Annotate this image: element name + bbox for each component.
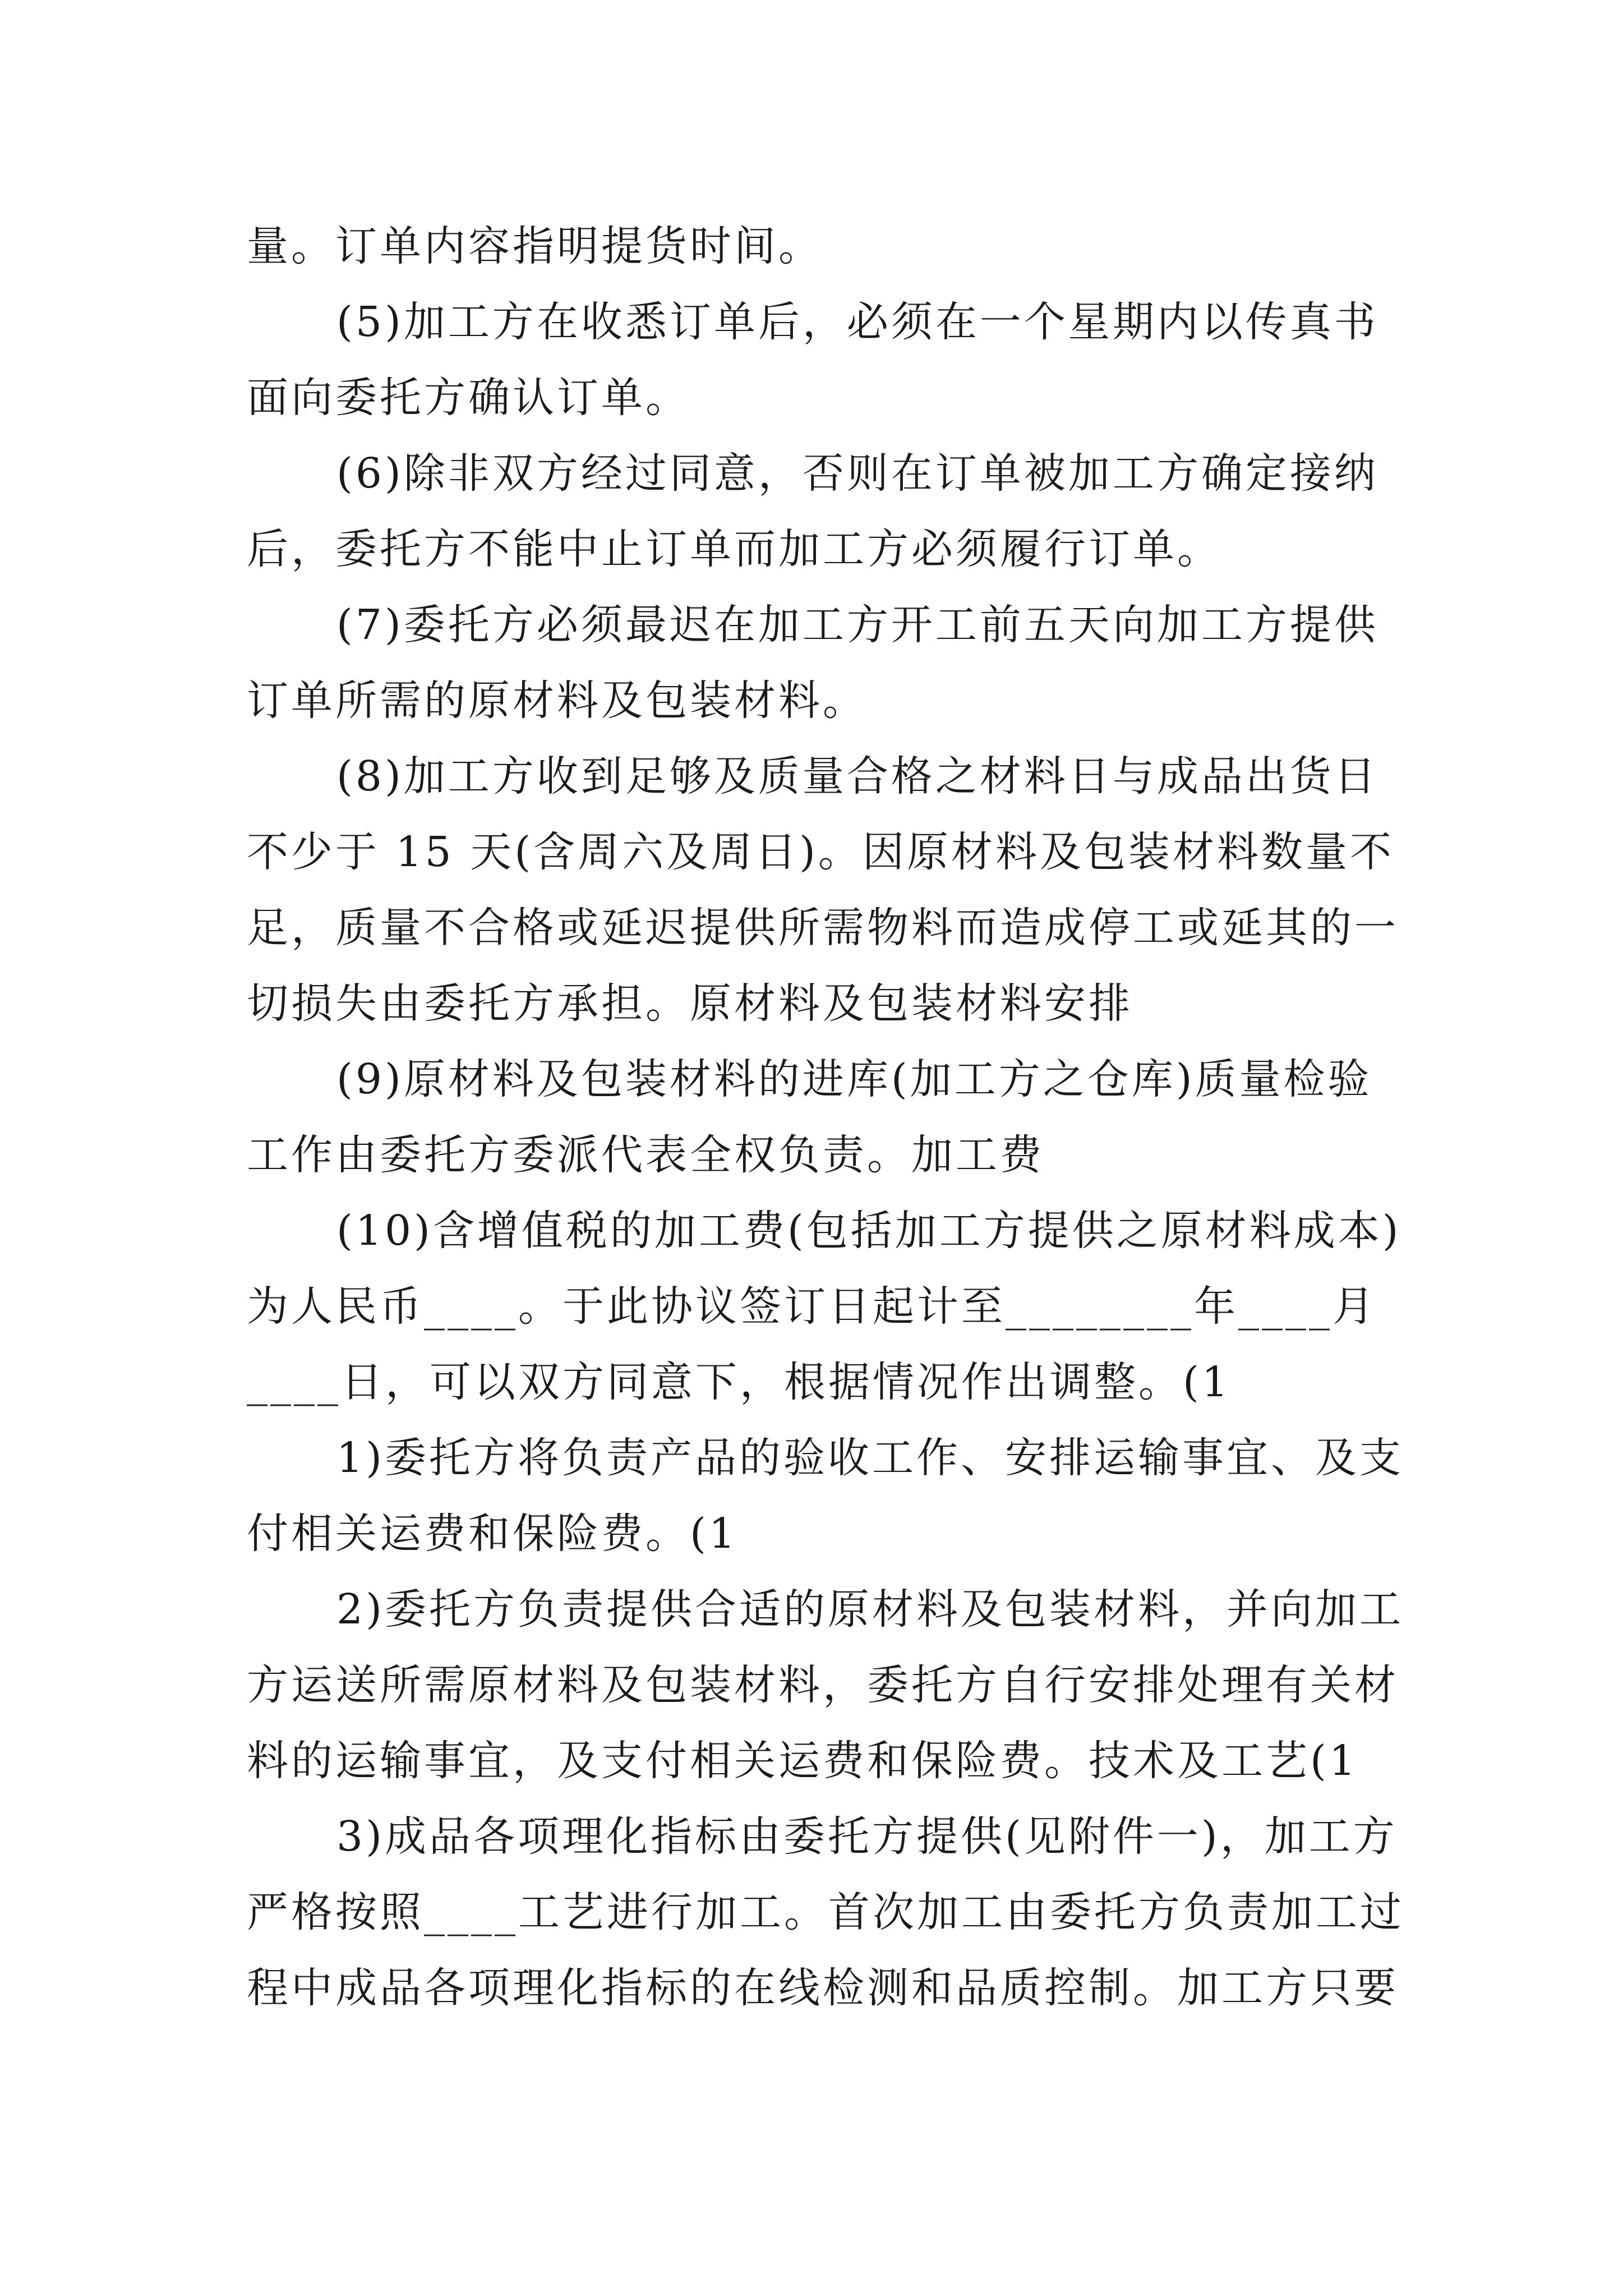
text-line: 为人民币____。于此协议签订日起计至________年____月 — [247, 1282, 1377, 1331]
text-line: (7)委托方必须最迟在加工方开工前五天向加工方提供 — [336, 601, 1378, 649]
text-line: ____日，可以双方同意下，根据情况作出调整。(1 — [247, 1358, 1231, 1406]
text-line: (6)除非双方经过同意，否则在订单被加工方确定接纳 — [336, 449, 1378, 498]
text-line: 2)委托方负责提供合适的原材料及包装材料，并向加工 — [336, 1585, 1404, 1634]
text-line: 面向委托方确认订单。 — [247, 374, 690, 422]
text-line: (10)含增值税的加工费(包括加工方提供之原材料成本) — [336, 1207, 1401, 1255]
text-line: 订单所需的原材料及包装材料。 — [247, 677, 867, 725]
text-line: 不少于 15 天(含周六及周日)。因原材料及包装材料数量不 — [247, 828, 1394, 876]
text-line: 足，质量不合格或延迟提供所需物料而造成停工或延其的一 — [247, 904, 1399, 952]
document-body — [247, 209, 1404, 2026]
text-line: 3)成品各项理化指标由委托方提供(见附件一)，加工方 — [336, 1812, 1398, 1861]
text-line: 严格按照____工艺进行加工。首次加工由委托方负责加工过 — [247, 1888, 1404, 1936]
text-line: 料的运输事宜，及支付相关运费和保险费。技术及工艺(1 — [247, 1737, 1358, 1785]
text-line: 工作由委托方委派代表全权负责。加工费 — [247, 1131, 1044, 1179]
text-line: (8)加工方收到足够及质量合格之材料日与成品出货日 — [336, 752, 1378, 800]
text-line: 量。订单内容指明提货时间。 — [247, 222, 823, 270]
text-line: 付相关运费和保险费。(1 — [247, 1510, 738, 1558]
text-line: 后，委托方不能中止订单而加工方必须履行订单。 — [247, 525, 1221, 573]
text-line: (5)加工方在收悉订单后，必须在一个星期内以传真书 — [336, 298, 1378, 346]
text-line: 方运送所需原材料及包装材料，委托方自行安排处理有关材 — [247, 1661, 1399, 1709]
text-line: 程中成品各项理化指标的在线检测和品质控制。加工方只要 — [247, 1964, 1399, 2012]
text-line: 1)委托方将负责产品的验收工作、安排运输事宜、及支 — [336, 1434, 1404, 1482]
text-line: 切损失由委托方承担。原材料及包装材料安排 — [247, 979, 1133, 1028]
text-line: (9)原材料及包装材料的进库(加工方之仓库)质量检验 — [336, 1055, 1372, 1103]
